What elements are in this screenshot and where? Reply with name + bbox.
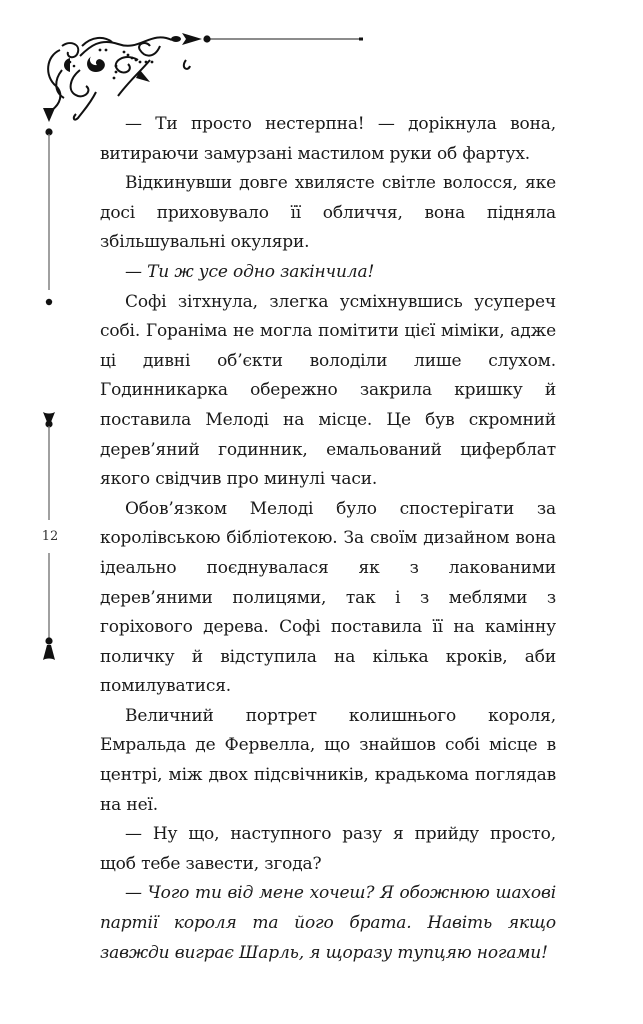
paragraph-italic-dialogue: — Ти ж усе одно закінчила! <box>125 261 375 282</box>
paragraph: — Ну що, наступного разу я прийду просто, щоб тебе завести, згода? <box>100 824 556 874</box>
page-number: 12 <box>41 529 59 544</box>
paragraph: — Ти просто нестерпна! — дорікнула вона, витираючи замурзані мастилом руки об фартух. <box>100 114 556 164</box>
paragraph: Відкинувши довге хвилясте світле волосся, яке досі приховувало її обличчя, вона підняла збільшувальні окуляри. <box>100 173 556 253</box>
paragraph-italic-dialogue: — Чого ти від мене хочеш? Я обожнюю шахові партії короля та його брата. Навіть якщо завжди виграє Шарль, я щоразу тупцяю ногами! <box>100 883 556 963</box>
body-text <box>100 110 556 968</box>
paragraph: Софі зітхнула, злегка усміхнувшись усупереч собі. Гораніма не могла помітити цієї міміки, адже ці дивні об’єкти володіли лише слухом. Годинникарка обережно закрила кришку й поставила Мелоді на місце. Це був скромний дерев’яний годинник, емальований циферблат якого свідчив про минулі часи. <box>100 291 556 490</box>
paragraph: Величний портрет колишнього короля, Емральда де Фервелла, що знайшов собі місце в центрі, між двох підсвічників, крадькома поглядав на неї. <box>100 705 556 815</box>
paragraph: Обов’язком Мелоді було спостерігати за королівською бібліотекою. За своїм дизайном вона ідеально поєднувалася як з лакованими дерев’яними полицями, так і з меблями з горіхового дерева. Софі поставила її на камінну поличку й відступила на кілька кроків, аби помилуватися. <box>100 498 556 697</box>
